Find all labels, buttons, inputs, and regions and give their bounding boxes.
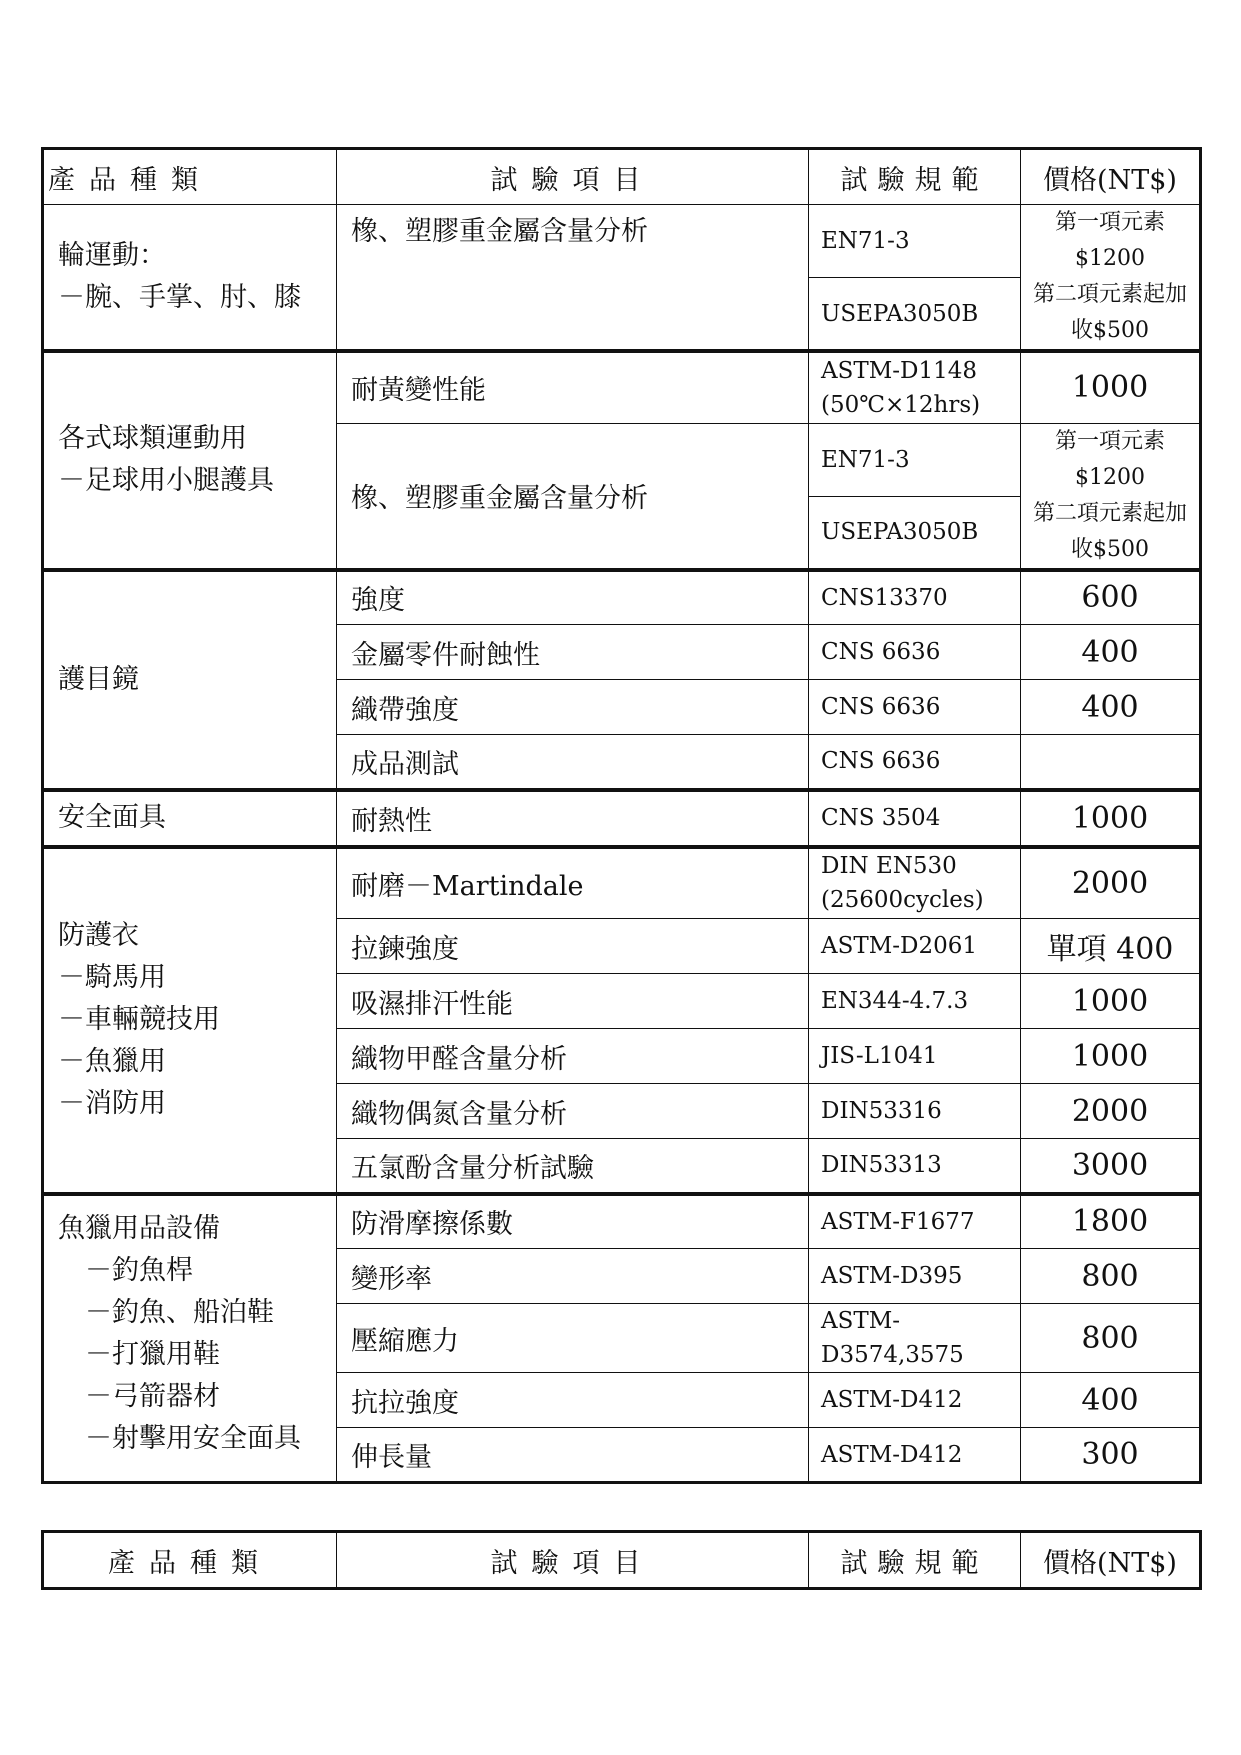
item-cell: 橡、塑膠重金屬含量分析: [337, 423, 809, 570]
spec-cell: CNS 6636: [809, 680, 1021, 735]
table-header-row: [43, 1532, 1201, 1589]
category-cell: 輪運動： －腕、手掌、肘、膝: [43, 205, 337, 352]
item-cell: 橡、塑膠重金屬含量分析: [337, 205, 809, 352]
spec-cell: ASTM-D395: [809, 1249, 1021, 1304]
spec-cell: EN344-4.7.3: [809, 974, 1021, 1029]
price-cell: 800: [1021, 1249, 1201, 1304]
item-cell: 織物偶氮含量分析: [337, 1084, 809, 1139]
item-cell: 拉鍊強度: [337, 919, 809, 974]
spec-cell: ASTM-F1677: [809, 1194, 1021, 1249]
header-price: 價格(NT$): [1021, 1532, 1201, 1589]
price-cell: 400: [1021, 625, 1201, 680]
spec-cell: ASTM-D3574,3575: [809, 1304, 1021, 1373]
item-cell: 耐熱性: [337, 790, 809, 847]
table-row: [43, 351, 1201, 423]
spec-cell: DIN53316: [809, 1084, 1021, 1139]
spec-cell: EN71-3: [809, 205, 1021, 278]
spec-cell: EN71-3: [809, 423, 1021, 496]
table-row: [43, 1194, 1201, 1249]
spec-cell: CNS 6636: [809, 735, 1021, 790]
category-cell: 防護衣 －騎馬用 －車輛競技用 －魚獵用 －消防用: [43, 847, 337, 1194]
header-item: 試驗項目: [337, 1532, 809, 1589]
header-item: 試驗項目: [337, 149, 809, 205]
header-category: 產品種類: [43, 1532, 337, 1589]
price-cell: 第一項元素 $1200 第二項元素起加 收$500: [1021, 205, 1201, 352]
price-cell: 1000: [1021, 974, 1201, 1029]
price-cell: 1000: [1021, 790, 1201, 847]
spec-cell: CNS 3504: [809, 790, 1021, 847]
spec-cell: CNS 6636: [809, 625, 1021, 680]
category-cell: 各式球類運動用 －足球用小腿護具: [43, 351, 337, 570]
price-cell: 1000: [1021, 351, 1201, 423]
item-cell: 耐磨－Martindale: [337, 847, 809, 919]
spec-cell: DIN53313: [809, 1139, 1021, 1194]
item-cell: 吸濕排汗性能: [337, 974, 809, 1029]
item-cell: 變形率: [337, 1249, 809, 1304]
item-cell: 強度: [337, 570, 809, 625]
table-row: [43, 570, 1201, 625]
test-price-table: [41, 147, 1202, 1484]
item-cell: 伸長量: [337, 1428, 809, 1483]
header-spec: 試驗規範: [809, 1532, 1021, 1589]
spec-cell: USEPA3050B: [809, 278, 1021, 351]
header-spec: 試驗規範: [809, 149, 1021, 205]
header-category: 產品種類: [43, 149, 337, 205]
spec-cell: JIS-L1041: [809, 1029, 1021, 1084]
item-cell: 織物甲醛含量分析: [337, 1029, 809, 1084]
table-header-row: [43, 149, 1201, 205]
item-cell: 壓縮應力: [337, 1304, 809, 1373]
price-cell: 單項 400: [1021, 919, 1201, 974]
category-cell: 護目鏡: [43, 570, 337, 790]
price-cell: 300: [1021, 1428, 1201, 1483]
price-cell: 400: [1021, 1373, 1201, 1428]
price-cell: 3000: [1021, 1139, 1201, 1194]
table-row: [43, 205, 1201, 278]
price-cell: 2000: [1021, 1084, 1201, 1139]
spec-cell: ASTM-D2061: [809, 919, 1021, 974]
category-cell: 魚獵用品設備 －釣魚桿 －釣魚、船泊鞋 －打獵用鞋 －弓箭器材 －射擊用安全面具: [43, 1194, 337, 1483]
price-cell: 800: [1021, 1304, 1201, 1373]
price-cell: 600: [1021, 570, 1201, 625]
item-cell: 耐黃變性能: [337, 351, 809, 423]
spec-cell: ASTM-D412: [809, 1373, 1021, 1428]
item-cell: 防滑摩擦係數: [337, 1194, 809, 1249]
spec-cell: ASTM-D412: [809, 1428, 1021, 1483]
item-cell: 成品測試: [337, 735, 809, 790]
item-cell: 金屬零件耐蝕性: [337, 625, 809, 680]
item-cell: 織帶強度: [337, 680, 809, 735]
price-cell: 1000: [1021, 1029, 1201, 1084]
item-cell: 五氯酚含量分析試驗: [337, 1139, 809, 1194]
table-row: [43, 847, 1201, 919]
price-cell: 2000: [1021, 847, 1201, 919]
category-cell: 安全面具: [43, 790, 337, 847]
continued-table-header: [41, 1530, 1202, 1590]
price-cell: 1800: [1021, 1194, 1201, 1249]
price-cell: 第一項元素 $1200 第二項元素起加 收$500: [1021, 423, 1201, 570]
price-cell: [1021, 735, 1201, 790]
spec-cell: CNS13370: [809, 570, 1021, 625]
header-price: 價格(NT$): [1021, 149, 1201, 205]
price-cell: 400: [1021, 680, 1201, 735]
item-cell: 抗拉強度: [337, 1373, 809, 1428]
table-row: [43, 790, 1201, 847]
spec-cell: USEPA3050B: [809, 496, 1021, 569]
spec-cell: DIN EN530 (25600cycles): [809, 847, 1021, 919]
spec-cell: ASTM-D1148 (50℃×12hrs): [809, 351, 1021, 423]
